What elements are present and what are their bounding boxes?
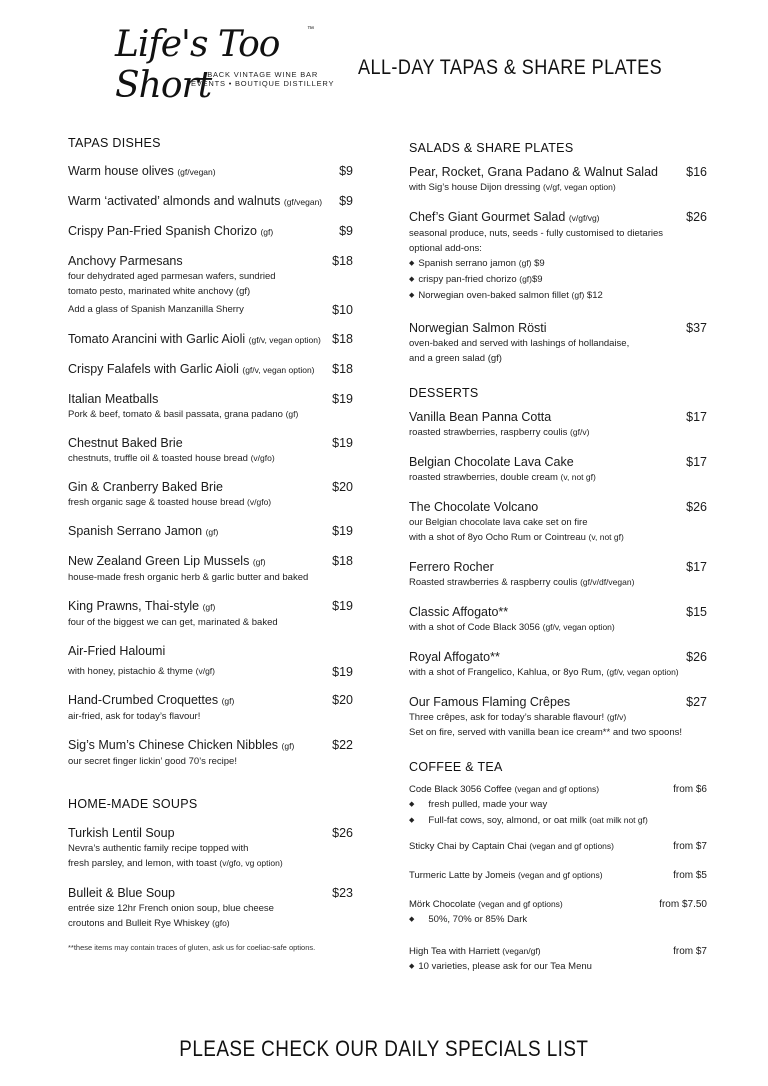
item-name: Warm ‘activated’ almonds and walnuts — [68, 194, 281, 208]
item-name: New Zealand Green Lip Mussels — [68, 554, 250, 568]
item-price: $9 — [339, 194, 353, 208]
item-price: $15 — [686, 605, 707, 619]
item-name: Crispy Pan-Fried Spanish Chorizo — [68, 224, 257, 238]
item-price: $16 — [686, 165, 707, 179]
item-description: Nevra’s authentic family recipe topped with — [68, 843, 249, 854]
item-price: $18 — [332, 332, 353, 346]
item-tag: (gf/vegan) — [177, 167, 216, 177]
menu-item — [409, 559, 707, 590]
item-description: Roasted strawberries & raspberry coulis — [409, 577, 578, 588]
section-title-tapas: TAPAS DISHES — [68, 136, 161, 150]
item-name: Turmeric Latte by Jomeis — [409, 870, 516, 881]
item-price: from $6 — [673, 784, 707, 795]
item-price: $27 — [686, 695, 707, 709]
item-price: $20 — [332, 480, 353, 494]
item-tag: (vegan and gf options) — [529, 841, 614, 851]
item-name: Classic Affogato** — [409, 605, 509, 619]
item-description: oven-baked and served with lashings of hollandaise, — [409, 338, 630, 349]
item-price: $19 — [332, 599, 353, 613]
item-name: Chef’s Giant Gourmet Salad — [409, 210, 566, 224]
item-description: house-made fresh organic herb & garlic butter and baked — [68, 572, 309, 583]
item-tag: (gf/v, vegan option) — [606, 667, 679, 677]
item-tag: (vegan and gf options) — [517, 870, 603, 880]
specials-banner-text: PLEASE CHECK OUR DAILY SPECIALS LIST — [179, 1036, 589, 1061]
item-name: High Tea with Harriett — [409, 946, 500, 957]
item-price: $19 — [332, 524, 353, 538]
item-price: $18 — [332, 254, 353, 268]
menu-item — [68, 223, 353, 240]
item-description: entrée size 12hr French onion soup, blue cheese — [68, 903, 274, 914]
item-name: Pear, Rocket, Grana Padano & Walnut Salad — [409, 165, 658, 179]
menu-item — [68, 737, 353, 769]
item-name: Tomato Arancini with Garlic Aioli — [68, 332, 246, 346]
section-title-soups: HOME-MADE SOUPS — [68, 797, 198, 811]
menu-item — [68, 163, 353, 180]
logo-script-text: Life's Too Short — [115, 24, 280, 106]
item-name: Belgian Chocolate Lava Cake — [409, 455, 574, 469]
item-description: our Belgian chocolate lava cake set on fire — [409, 517, 588, 528]
item-tag: (gf/v, vegan option) — [542, 622, 615, 632]
section-title-coffee: COFFEE & TEA — [409, 760, 503, 774]
item-price: from $7.50 — [659, 899, 707, 910]
menu-title: ALL-DAY TAPAS & SHARE PLATES — [358, 56, 663, 79]
item-option: ◆ fresh pulled, made your way — [409, 797, 707, 813]
item-name: Sticky Chai by Captain Chai — [409, 841, 527, 852]
item-name: Royal Affogato** — [409, 650, 500, 664]
item-description: Set on fire, served with vanilla bean ice cream** and two spoons! — [409, 727, 683, 738]
item-description: with a shot of Frangelico, Kahlua, or 8yo Rum, — [409, 667, 604, 678]
logo-subtitle-line1: BACK VINTAGE WINE BAR — [207, 70, 319, 79]
item-price: $17 — [686, 455, 707, 469]
item-description: air-fried, ask for today’s flavour! — [68, 711, 201, 722]
item-tag: (v/gfo) — [247, 497, 272, 507]
menu-item — [409, 409, 707, 440]
item-price: $22 — [332, 738, 353, 752]
addon-tag: (gf) — [519, 274, 532, 284]
item-tag: (gf) — [205, 527, 219, 537]
item-description: with honey, pistachio & thyme — [68, 666, 193, 677]
item-tag: (gf) — [252, 557, 266, 567]
item-name: King Prawns, Thai-style — [68, 599, 200, 613]
item-option: ◆ 50%, 70% or 85% Dark — [409, 912, 707, 928]
item-price: from $7 — [673, 841, 707, 852]
addon-price: $10 — [332, 303, 353, 317]
item-name: Gin & Cranberry Baked Brie — [68, 480, 223, 494]
specials-banner — [0, 1036, 768, 1062]
menu-item — [409, 209, 707, 304]
item-price: from $7 — [673, 946, 707, 957]
item-name: Air-Fried Haloumi — [68, 644, 166, 658]
item-name: Warm house olives — [68, 164, 174, 178]
brand-logo — [115, 24, 335, 106]
item-description: with Sig’s house Dijon dressing — [409, 182, 541, 193]
item-name: Mörk Chocolate — [409, 899, 476, 910]
left-column — [68, 136, 353, 952]
option-tag: (oat milk not gf) — [589, 815, 648, 825]
item-option — [409, 813, 707, 829]
item-name: Turkish Lentil Soup — [68, 826, 175, 840]
addon-option — [409, 288, 707, 304]
addon-text: Norwegian oven-baked salmon fillet — [418, 290, 569, 301]
addon-tag: (gf) — [518, 258, 532, 268]
item-description: fresh parsley, and lemon, with toast — [68, 858, 217, 869]
menu-item — [68, 825, 353, 871]
item-tag: (vegan/gf) — [502, 946, 541, 956]
logo-subtitle-line2: EVENTS • BOUTIQUE DISTILLERY — [191, 79, 335, 88]
item-tag: (gf/v) — [570, 427, 590, 437]
addon-option — [409, 272, 707, 288]
item-tag: (v/gfo) — [250, 453, 275, 463]
item-option: ◆ 10 varieties, please ask for our Tea Menu — [409, 959, 707, 975]
item-name: Hand-Crumbed Croquettes — [68, 693, 219, 707]
option-text: Full-fat cows, soy, almond, or oat milk — [428, 815, 587, 826]
item-name: Bulleit & Blue Soup — [68, 886, 176, 900]
menu-item — [68, 193, 353, 210]
menu-item — [409, 839, 707, 854]
item-description: croutons and Bulleit Rye Whiskey — [68, 918, 210, 929]
item-name: Italian Meatballs — [68, 392, 159, 406]
menu-item — [68, 435, 353, 466]
item-price: $17 — [686, 410, 707, 424]
item-description: seasonal produce, nuts, seeds - fully customised to dietaries — [409, 228, 663, 239]
item-description: our secret finger lickin’ good 70’s recipe! — [68, 756, 237, 767]
menu-item — [409, 164, 707, 195]
item-price: $19 — [332, 392, 353, 406]
allergen-footnote: **these items may contain traces of gluten, ask us for coeliac-safe options. — [68, 943, 316, 952]
item-price: from $5 — [673, 870, 707, 881]
item-name: Anchovy Parmesans — [68, 254, 183, 268]
item-price: $9 — [339, 164, 353, 178]
item-price: $26 — [686, 210, 707, 224]
menu-item — [409, 649, 707, 680]
item-price: $19 — [332, 665, 353, 679]
item-tag: (gf) — [260, 227, 274, 237]
item-price: $26 — [686, 500, 707, 514]
item-name: Spanish Serrano Jamon — [68, 524, 203, 538]
item-description: with a shot of Code Black 3056 — [409, 622, 540, 633]
menu-item — [68, 885, 353, 931]
right-column — [409, 141, 707, 975]
item-tag: (vegan and gf options) — [514, 784, 600, 794]
item-name: Sig’s Mum’s Chinese Chicken Nibbles — [68, 738, 279, 752]
addon-text: crispy pan-fried chorizo — [418, 274, 517, 285]
addon-price: $9 — [532, 274, 543, 285]
menu-item — [409, 320, 707, 366]
item-tag: (gf) — [281, 741, 295, 751]
item-description: four of the biggest we can get, marinated & baked — [68, 617, 278, 628]
item-name: The Chocolate Volcano — [409, 500, 539, 514]
item-description: optional add-ons: — [409, 243, 482, 254]
menu-item — [68, 331, 353, 348]
menu-item — [68, 523, 353, 540]
menu-item — [68, 361, 353, 378]
item-price: $23 — [332, 886, 353, 900]
menu-item — [409, 782, 707, 829]
item-description: tomato pesto, marinated white anchovy (gf) — [68, 286, 251, 297]
item-tag: (v, not gf) — [560, 472, 596, 482]
item-description: with a shot of 8yo Ocho Rum or Cointreau — [409, 532, 586, 543]
item-name: Chestnut Baked Brie — [68, 436, 183, 450]
item-price: $26 — [332, 826, 353, 840]
addon-text: Spanish serrano jamon — [418, 258, 517, 269]
logo-trademark: ™ — [307, 26, 314, 33]
item-name: Code Black 3056 Coffee — [409, 784, 512, 795]
item-tag: (gf/v, vegan option) — [242, 365, 315, 375]
item-tag: (v/gfo, vg option) — [219, 858, 283, 868]
item-price: $9 — [339, 224, 353, 238]
item-description: four dehydrated aged parmesan wafers, sundried — [68, 271, 276, 282]
item-tag: (gf/v, vegan option) — [248, 335, 321, 345]
item-tag: (gf/v/df/vegan) — [580, 577, 635, 587]
item-description: chestnuts, truffle oil & toasted house bread — [68, 453, 248, 464]
item-name: Ferrero Rocher — [409, 560, 494, 574]
item-tag: (v/gf/vg) — [568, 213, 600, 223]
item-price: $19 — [332, 436, 353, 450]
item-description: Pork & beef, tomato & basil passata, grana padano — [68, 409, 283, 420]
item-tag: (gf) — [285, 409, 299, 419]
menu-item — [409, 944, 707, 975]
item-price: $37 — [686, 321, 707, 335]
item-tag: (gf/v) — [606, 712, 627, 722]
menu-item — [409, 897, 707, 928]
section-title-salads: SALADS & SHARE PLATES — [409, 141, 574, 155]
item-name: Norwegian Salmon Rösti — [409, 321, 547, 335]
menu-item — [68, 692, 353, 724]
menu-item — [409, 454, 707, 485]
item-tag: (vegan and gf options) — [478, 899, 563, 909]
item-price: $20 — [332, 693, 353, 707]
addon-price: $12 — [586, 290, 603, 301]
item-tag: (v/gf) — [195, 666, 215, 676]
item-price: $18 — [332, 554, 353, 568]
item-addon — [68, 302, 353, 317]
addon-text: Add a glass of Spanish Manzanilla Sherry — [68, 304, 244, 315]
item-price: $17 — [686, 560, 707, 574]
addon-price: $9 — [534, 258, 545, 269]
item-name: Vanilla Bean Panna Cotta — [409, 410, 552, 424]
item-description: and a green salad (gf) — [409, 353, 502, 364]
item-tag: (gf/vegan) — [283, 197, 323, 207]
menu-item — [68, 643, 353, 679]
menu-item — [409, 604, 707, 635]
addon-option — [409, 256, 707, 272]
logo-subtitle — [191, 70, 334, 88]
item-tag: (gfo) — [212, 918, 230, 928]
section-title-desserts: DESSERTS — [409, 386, 479, 400]
item-tag: (gf) — [221, 696, 235, 706]
menu-item — [68, 598, 353, 630]
item-description: roasted strawberries, raspberry coulis — [409, 427, 568, 438]
menu-item — [409, 868, 707, 883]
menu-item — [68, 553, 353, 585]
menu-item — [409, 499, 707, 545]
item-description: Three crêpes, ask for today’s sharable flavour! — [409, 712, 605, 723]
item-price: $18 — [332, 362, 353, 376]
item-tag: (v/gf, vegan option) — [542, 182, 616, 192]
item-description: fresh organic sage & toasted house bread — [68, 497, 245, 508]
item-tag: (gf) — [202, 602, 216, 612]
menu-item — [68, 479, 353, 510]
item-name: Our Famous Flaming Crêpes — [409, 695, 571, 709]
menu-item — [409, 694, 707, 740]
item-price: $26 — [686, 650, 707, 664]
addon-tag: (gf) — [571, 290, 585, 300]
item-tag: (v, not gf) — [588, 532, 624, 542]
item-name: Crispy Falafels with Garlic Aioli — [68, 362, 239, 376]
item-description: roasted strawberries, double cream — [409, 472, 558, 483]
menu-item — [68, 391, 353, 422]
menu-item — [68, 253, 353, 317]
